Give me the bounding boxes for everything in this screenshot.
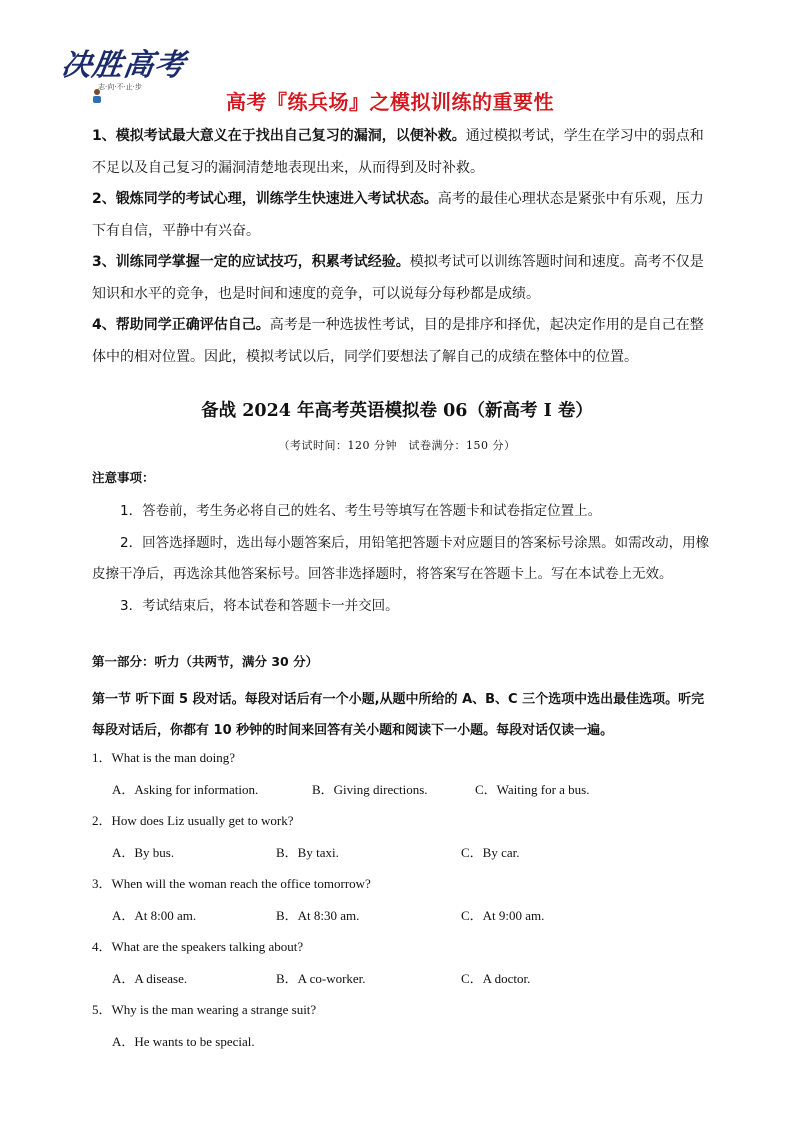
option-c: C．A doctor.	[461, 970, 531, 986]
option-a: A．Asking for information.	[112, 781, 259, 797]
intro-paragraph	[92, 247, 706, 310]
option-b: B．By taxi.	[276, 844, 339, 860]
intro-point-text: 高考的最佳心理状态是紧张中有乐观，压力下有自信，平静中有兴奋。	[92, 191, 704, 239]
option-c: C．Waiting for a bus.	[475, 781, 590, 797]
note-item: 2．回答选择题时，选出每小题答案后，用铅笔把答题卡对应题目的答案标号涂黑。如需改动，用橡皮擦干净后，再选涂其他答案标号。回答非选择题时，将答案写在答题卡上。写在本试卷上无效。	[92, 534, 710, 582]
option-c: C．At 9:00 am.	[461, 907, 545, 923]
question-stem: 4．What are the speakers talking about?	[92, 939, 304, 954]
intro-point-text: 模拟考试可以训练答题时间和速度。高考不仅是知识和水平的竞争，也是时间和速度的竞争，可以说每分每秒都是成绩。	[92, 254, 704, 302]
banner-title: 高考『练兵场』之模拟训练的重要性	[226, 90, 554, 114]
intro-paragraph	[92, 184, 706, 247]
question-options	[92, 969, 710, 1001]
logo-subtitle: 志·向·不·止·步	[98, 83, 142, 91]
note-item: 3．考试结束后，将本试卷和答题卡一并交回。	[120, 597, 399, 614]
exam-meta: （考试时间：120 分钟 试卷满分：150 分）	[278, 439, 516, 452]
question-options	[92, 843, 710, 875]
part-heading: 第一部分：听力（共两节，满分 30 分）	[92, 654, 319, 669]
note-item: 1．答卷前，考生务必将自己的姓名、考生号等填写在答题卡和试卷指定位置上。	[120, 503, 602, 519]
intro-point-text: 通过模拟考试，学生在学习中的弱点和不足以及自己复习的漏洞清楚地表现出来，从而得到及时补救。	[92, 128, 704, 176]
option-a: A．A disease.	[112, 970, 188, 986]
option-b: B．At 8:30 am.	[276, 907, 360, 923]
logo	[59, 40, 192, 112]
question-stem: 2．How does Liz usually get to work?	[92, 813, 294, 828]
option-c: C．By car.	[461, 844, 520, 860]
question-options	[92, 1032, 710, 1064]
section-instructions: 第一节 听下面 5 段对话。每段对话后有一个小题,从题中所给的 A、B、C 三个选项中选出最佳选项。听完每段对话后，你都有 10 秒钟的时间来回答有关小题和阅读下一小题。每段对话仅读一遍。	[92, 692, 705, 738]
intro-point-heading: 4、帮助同学正确评估自己。	[92, 317, 270, 333]
question-stem: 3．When will the woman reach the office tomorrow?	[92, 876, 371, 891]
intro-point-heading: 1、模拟考试最大意义在于找出自己复习的漏洞，以便补救。	[92, 128, 466, 144]
question-options	[92, 906, 710, 938]
notes-list	[92, 496, 710, 622]
option-a: A．By bus.	[112, 844, 175, 860]
intro-paragraph	[92, 310, 706, 373]
intro-section	[92, 121, 706, 373]
intro-point-text: 高考是一种选拔性考试，目的是排序和择优，起决定作用的是自己在整体中的相对位置。因此，模拟考试以后，同学们要想法了解自己的成绩在整体中的位置。	[92, 317, 704, 365]
option-b: B．A co-worker.	[276, 970, 366, 986]
question-options	[92, 780, 710, 812]
question-list	[92, 748, 710, 1063]
intro-point-heading: 3、训练同学掌握一定的应试技巧，积累考试经验。	[92, 254, 410, 270]
question-stem: 5．Why is the man wearing a strange suit?	[92, 1002, 317, 1017]
logo-text: 决胜高考	[59, 48, 188, 83]
option-a: A．He wants to be special.	[112, 1033, 255, 1049]
question-stem: 1．What is the man doing?	[92, 750, 235, 765]
intro-paragraph	[92, 121, 706, 184]
exam-title: 备战 2024 年高考英语模拟卷 06（新高考 I 卷）	[201, 401, 593, 421]
option-a: A．At 8:00 am.	[112, 907, 197, 923]
intro-point-heading: 2、锻炼同学的考试心理，训练学生快速进入考试状态。	[92, 191, 438, 207]
notes-heading: 注意事项：	[92, 470, 155, 485]
option-b: B．Giving directions.	[312, 781, 428, 797]
